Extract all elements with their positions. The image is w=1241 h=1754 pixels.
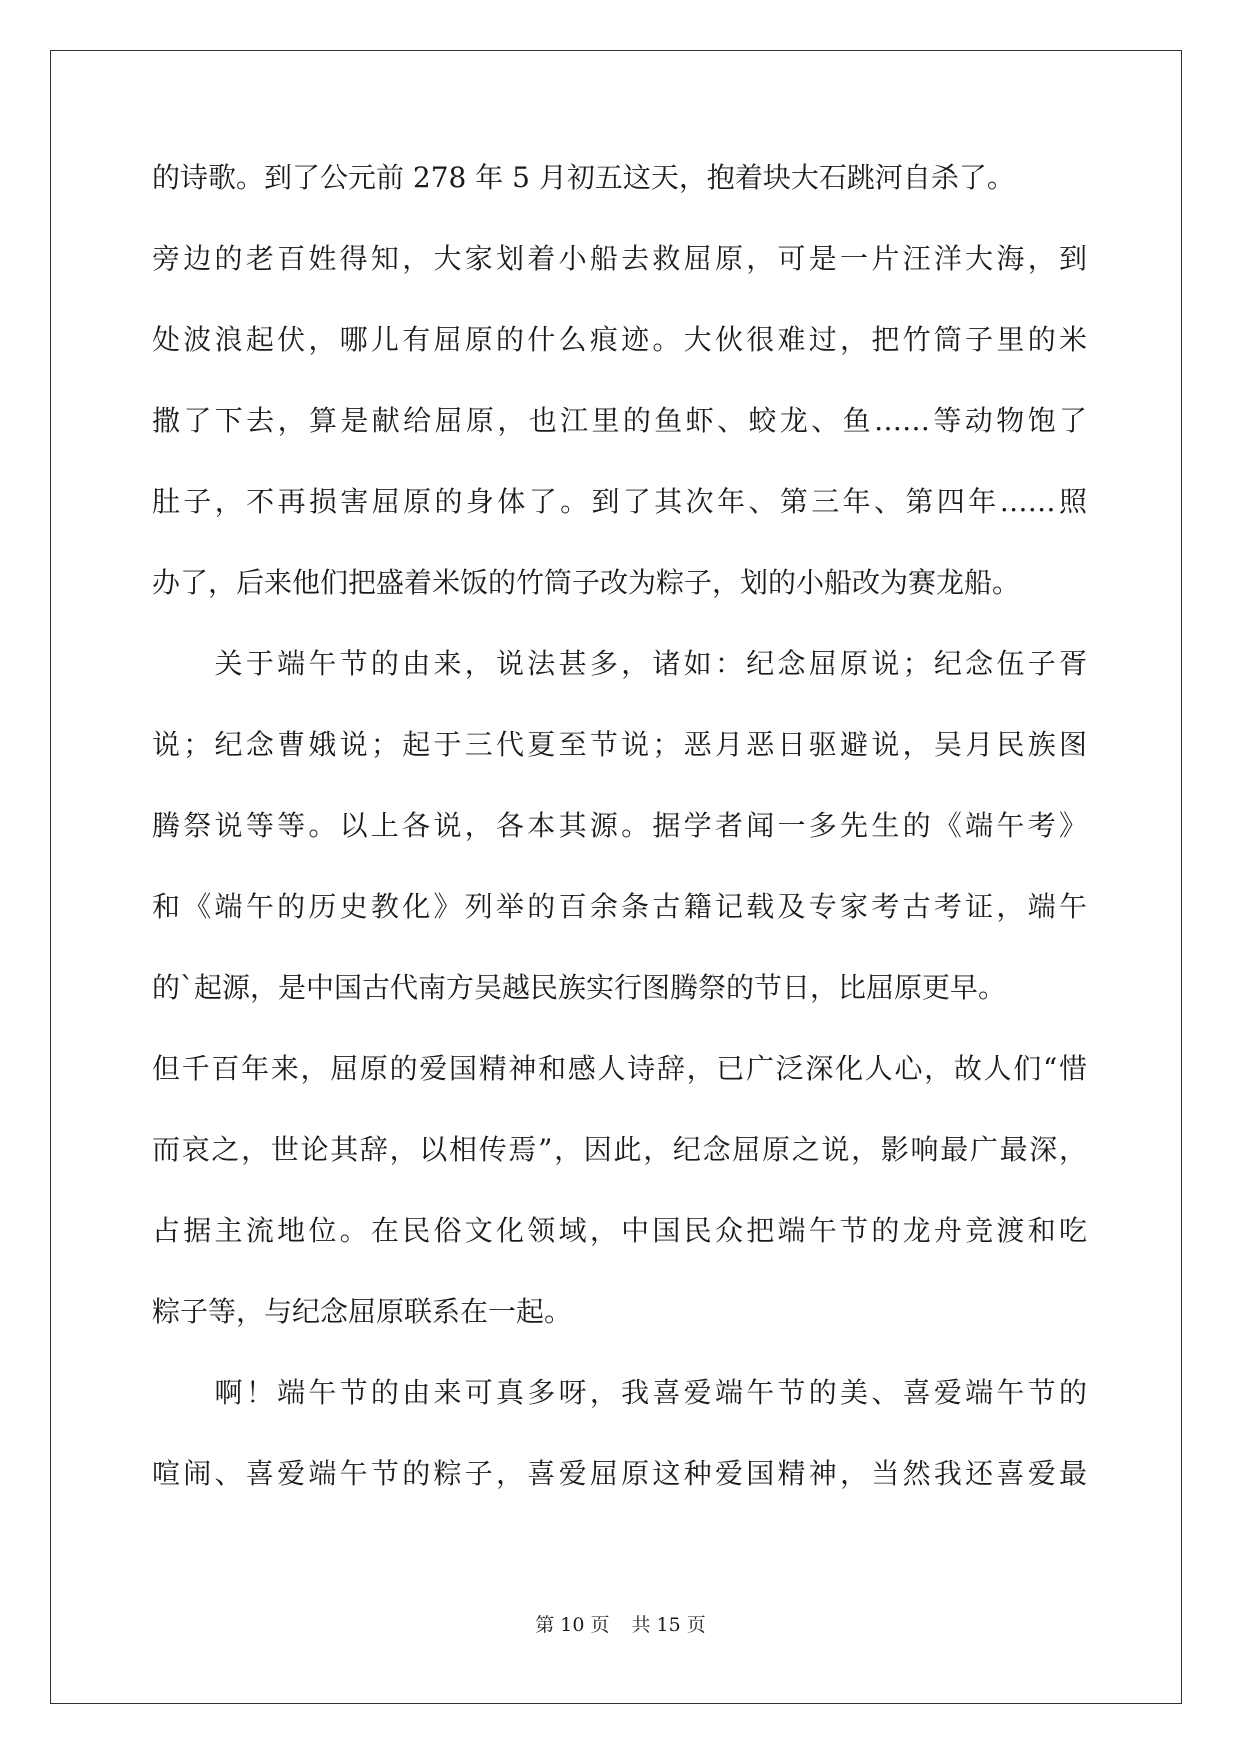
text-line: 腾祭说等等。以上各说，各本其源。据学者闻一多先生的《端午考》 bbox=[152, 809, 1087, 842]
text-line: 但千百年来，屈原的爱国精神和感人诗辞，已广泛深化人心，故人们“惜 bbox=[152, 1052, 1087, 1085]
text-line: 占据主流地位。在民俗文化领域，中国民众把端午节的龙舟竞渡和吃 bbox=[152, 1214, 1087, 1247]
text-line: 说；纪念曹娥说；起于三代夏至节说；恶月恶日驱避说，吴月民族图 bbox=[152, 728, 1087, 761]
text-line: 办了，后来他们把盛着米饭的竹筒子改为粽子，划的小船改为赛龙船。 bbox=[152, 566, 1021, 599]
text-line: 粽子等，与纪念屈原联系在一起。 bbox=[152, 1295, 573, 1328]
text-line: 的`起源，是中国古代南方吴越民族实行图腾祭的节日，比屈原更早。 bbox=[152, 971, 1007, 1004]
text-line: 关于端午节的由来，说法甚多，诸如：纪念屈原说；纪念伍子胥 bbox=[152, 647, 1087, 680]
page-total: 共 15 页 bbox=[631, 1614, 706, 1636]
page-footer bbox=[0, 1610, 1241, 1637]
text-line: 处波浪起伏，哪儿有屈原的什么痕迹。大伙很难过，把竹筒子里的米 bbox=[152, 323, 1087, 356]
body-text bbox=[152, 160, 1087, 1537]
text-line: 旁边的老百姓得知，大家划着小船去救屈原，可是一片汪洋大海，到 bbox=[152, 242, 1087, 275]
text-line: 啊！端午节的由来可真多呀，我喜爱端午节的美、喜爱端午节的 bbox=[152, 1376, 1087, 1409]
text-line: 撒了下去，算是献给屈原，也江里的鱼虾、蛟龙、鱼……等动物饱了 bbox=[152, 404, 1087, 437]
text-line: 和《端午的历史教化》列举的百余条古籍记载及专家考古考证，端午 bbox=[152, 890, 1087, 923]
page-number: 第 10 页 bbox=[535, 1614, 610, 1636]
text-line: 喧闹、喜爱端午节的粽子，喜爱屈原这种爱国精神，当然我还喜爱最 bbox=[152, 1457, 1087, 1490]
text-line: 而哀之，世论其辞，以相传焉”，因此，纪念屈原之说，影响最广最深， bbox=[152, 1133, 1087, 1166]
text-line: 肚子，不再损害屈原的身体了。到了其次年、第三年、第四年……照 bbox=[152, 485, 1087, 518]
text-line: 的诗歌。到了公元前 278 年 5 月初五这天，抱着块大石跳河自杀了。 bbox=[152, 161, 1015, 194]
